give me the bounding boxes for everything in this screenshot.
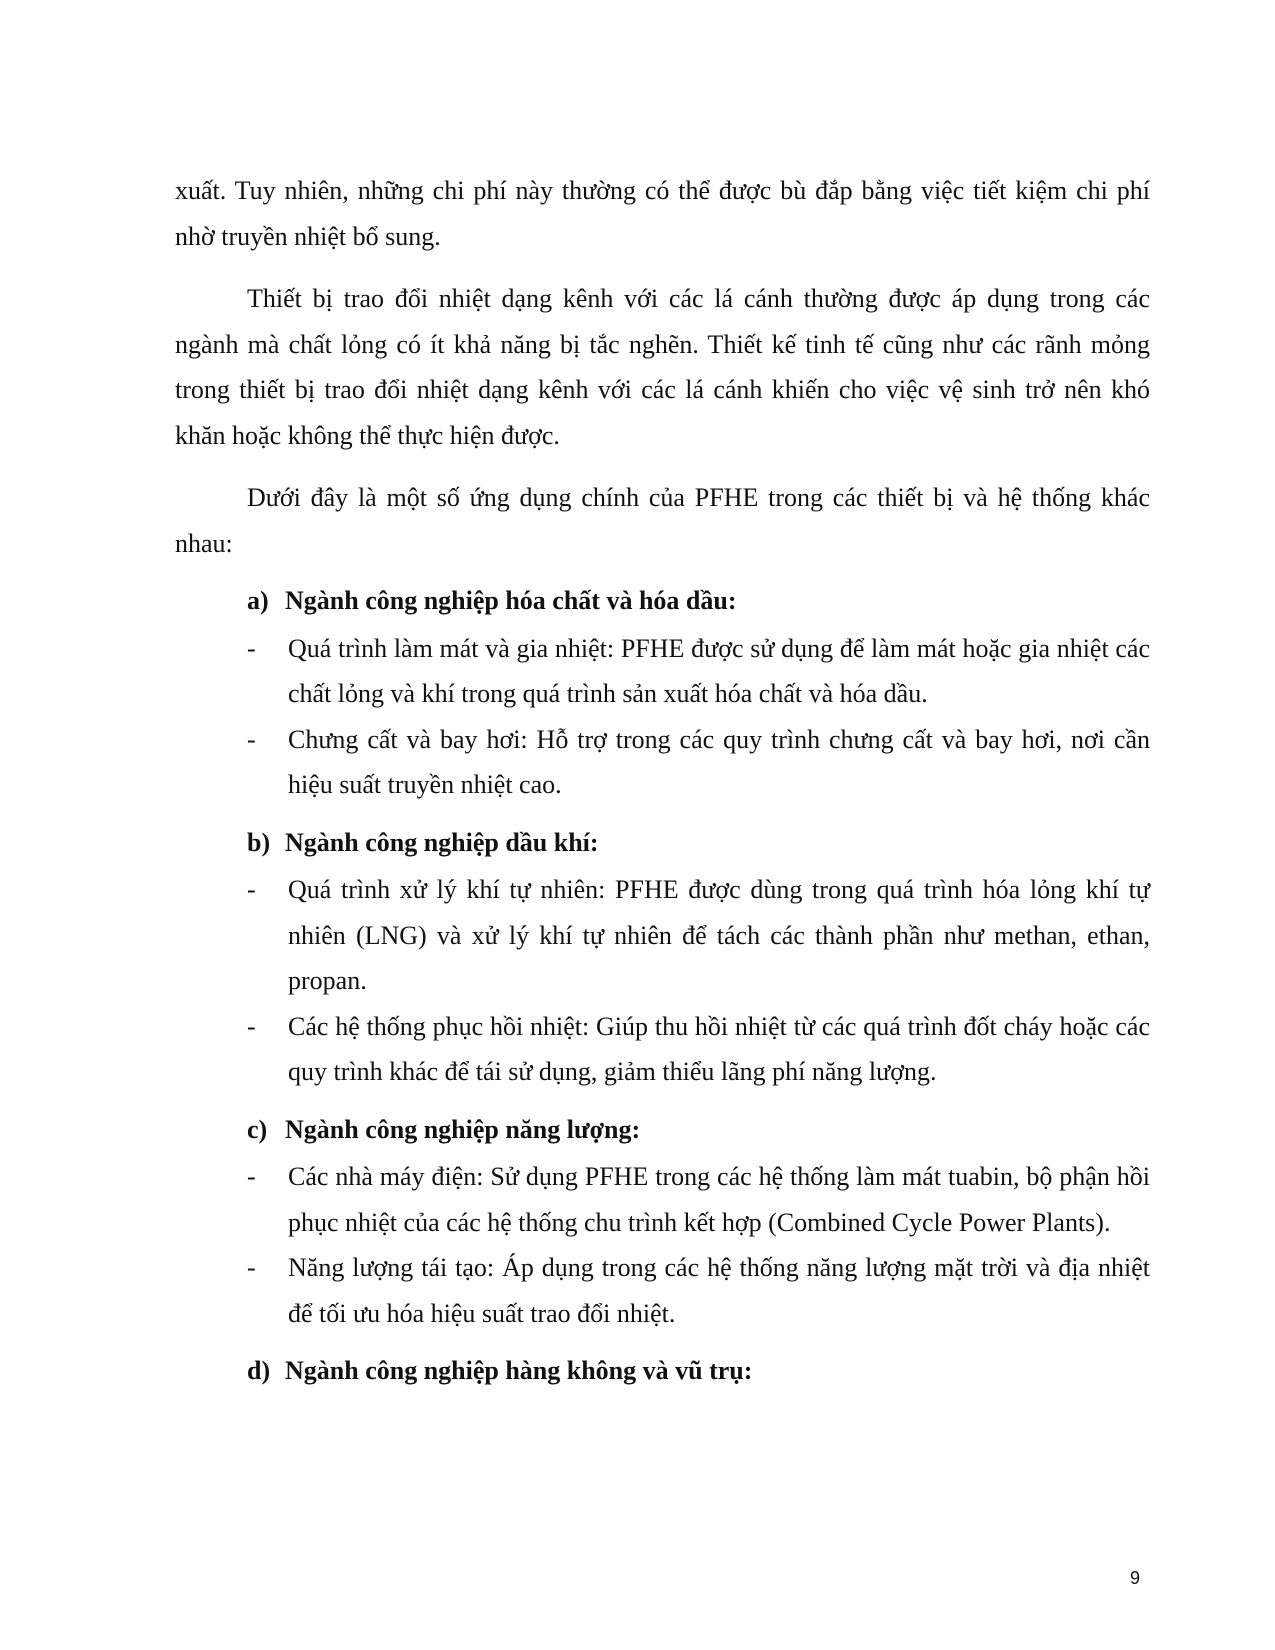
list-item: [175, 1245, 1150, 1336]
list-item-text: Các hệ thống phục hồi nhiệt: Giúp thu hồi nhiệt từ các quá trình đốt cháy hoặc các quy trình khác để tái sử dụng, giảm thiểu lãng phí năng lượng.: [288, 1011, 1150, 1086]
bullet-dash: -: [247, 724, 256, 754]
page-number: 9: [1130, 1568, 1141, 1588]
bullet-dash: -: [247, 1011, 256, 1041]
section-heading-a: [175, 578, 1150, 624]
section-letter: b): [247, 827, 271, 857]
list-item: [175, 867, 1150, 1004]
list-item: [175, 1154, 1150, 1245]
list-item: [175, 717, 1150, 808]
paragraph-plate-fin-channels: Thiết bị trao đổi nhiệt dạng kênh với các lá cánh thường được áp dụng trong các ngành mà chất lỏng có ít khả năng bị tắc nghẽn. Thiết kế tinh tế cũng như các rãnh mỏng trong thiết bị trao đổi nhiệt dạng kênh với các lá cánh khiến cho việc vệ sinh trở nên khó khăn hoặc không thể thực hiện được.: [175, 284, 1150, 450]
bullet-dash: -: [247, 1162, 256, 1191]
list-item-text: Các nhà máy điện: Sử dụng PFHE trong các hệ thống làm mát tuabin, bộ phận hồi phục nhiệt của các hệ thống chu trình kết hợp (Combined Cycle Power Plants).: [288, 1162, 1150, 1237]
list-item-text: Quá trình làm mát và gia nhiệt: PFHE được sử dụng để làm mát hoặc gia nhiệt các chất lỏng và khí trong quá trình sản xuất hóa chất và hóa dầu.: [288, 633, 1150, 708]
bullet-dash: -: [247, 1253, 256, 1282]
section-letter: d): [247, 1356, 271, 1385]
section-title: Ngành công nghiệp năng lượng:: [285, 1114, 641, 1144]
bullet-dash: -: [247, 633, 256, 663]
list-item-text: Quá trình xử lý khí tự nhiên: PFHE được dùng trong quá trình hóa lỏng khí tự nhiên (LNG) và xử lý khí tự nhiên để tách các thành phần như methan, ethan, propan.: [288, 875, 1150, 995]
section-title: Ngành công nghiệp hàng không và vũ trụ:: [285, 1356, 753, 1385]
section-letter: c): [247, 1114, 268, 1144]
list-item: [175, 1004, 1150, 1095]
list-item: [175, 626, 1150, 717]
section-title: Ngành công nghiệp dầu khí:: [285, 827, 599, 857]
bullet-dash: -: [247, 875, 256, 904]
list-item-text: Chưng cất và bay hơi: Hỗ trợ trong các quy trình chưng cất và bay hơi, nơi cần hiệu suất truyền nhiệt cao.: [288, 724, 1150, 799]
section-title: Ngành công nghiệp hóa chất và hóa dầu:: [285, 586, 737, 615]
section-heading-b: [175, 820, 1150, 866]
paragraph-continuation: xuất. Tuy nhiên, những chi phí này thường có thể được bù đắp bằng việc tiết kiệm chi phí nhờ truyền nhiệt bổ sung.: [175, 176, 1150, 251]
section-heading-c: [175, 1107, 1150, 1153]
section-heading-d: [175, 1348, 1150, 1394]
paragraph-applications-intro: Dưới đây là một số ứng dụng chính của PFHE trong các thiết bị và hệ thống khác nhau:: [175, 483, 1150, 558]
section-letter: a): [247, 586, 269, 615]
page-body: [175, 168, 1150, 1396]
list-item-text: Năng lượng tái tạo: Áp dụng trong các hệ thống năng lượng mặt trời và địa nhiệt để tối ưu hóa hiệu suất trao đổi nhiệt.: [288, 1253, 1150, 1328]
